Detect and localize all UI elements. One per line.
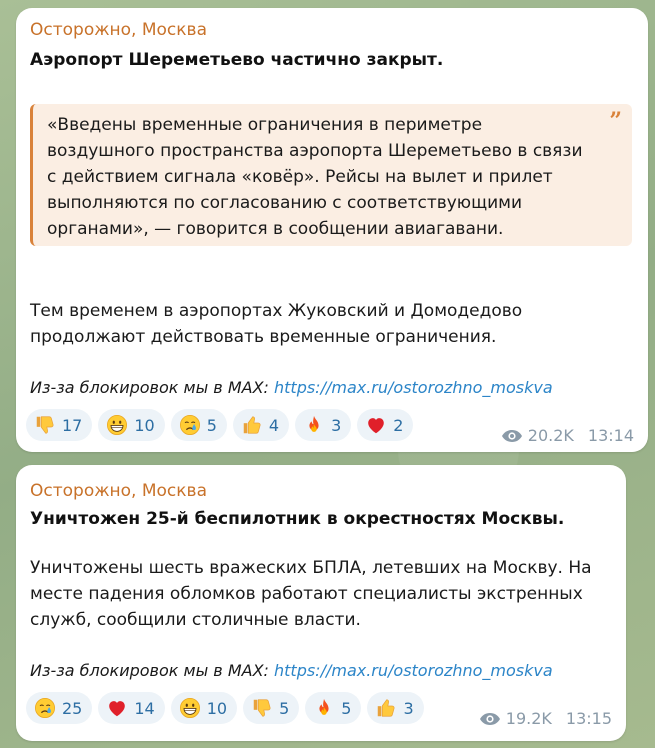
grinning-face-icon bbox=[179, 697, 201, 719]
message-body bbox=[30, 298, 522, 350]
reactions-bar bbox=[26, 409, 413, 441]
message-meta bbox=[479, 709, 612, 728]
thumbs-down-icon bbox=[251, 697, 273, 719]
message-headline: Аэропорт Шереметьево частично закрыт. bbox=[30, 50, 444, 70]
red-heart-icon bbox=[106, 697, 128, 719]
message-meta bbox=[501, 426, 634, 445]
thumbs-up-icon bbox=[375, 697, 397, 719]
eye-icon bbox=[479, 712, 501, 726]
reaction-count: 5 bbox=[341, 698, 352, 718]
fire-icon bbox=[313, 697, 335, 719]
promo-link[interactable]: https://max.ru/ostorozhno_moskva bbox=[274, 378, 553, 397]
promo-link[interactable]: https://max.ru/ostorozhno_moskva bbox=[274, 661, 553, 680]
crying-face-icon bbox=[34, 697, 56, 719]
body-line: служб, сообщили столичные власти. bbox=[30, 610, 361, 630]
thumbs-up-icon bbox=[241, 414, 263, 436]
red-heart-icon bbox=[365, 414, 387, 436]
channel-name[interactable]: Осторожно, Москва bbox=[30, 481, 207, 501]
reaction-count: 25 bbox=[62, 698, 83, 718]
reaction-red-heart[interactable] bbox=[98, 692, 164, 724]
view-count: 20.2K bbox=[527, 426, 574, 445]
reaction-thumbs-up[interactable] bbox=[367, 692, 423, 724]
body-line: Тем временем в аэропортах Жуковский и Домодедово bbox=[30, 301, 523, 321]
body-line: продолжают действовать временные ограничения. bbox=[30, 327, 497, 347]
reaction-count: 5 bbox=[279, 698, 290, 718]
body-line: месте падения обломков работают специалисты экстренных bbox=[30, 584, 583, 604]
reaction-count: 3 bbox=[331, 415, 342, 435]
reaction-fire[interactable] bbox=[295, 409, 351, 441]
message-headline: Уничтожен 25-й беспилотник в окрестностях Москвы. bbox=[30, 509, 565, 529]
crying-face-icon bbox=[179, 414, 201, 436]
reaction-grinning-face[interactable] bbox=[98, 409, 164, 441]
quote-mark-icon: ” bbox=[609, 108, 622, 134]
quote-line: органами», — говорится в сообщении авиагавани. bbox=[47, 219, 504, 239]
reaction-count: 10 bbox=[134, 415, 155, 435]
view-count: 19.2K bbox=[505, 709, 552, 728]
reaction-crying-face[interactable] bbox=[26, 692, 92, 724]
reaction-crying-face[interactable] bbox=[171, 409, 227, 441]
reaction-thumbs-up[interactable] bbox=[233, 409, 289, 441]
quote-block bbox=[30, 104, 632, 246]
reaction-count: 2 bbox=[393, 415, 404, 435]
message-bubble[interactable] bbox=[16, 465, 626, 741]
fire-icon bbox=[303, 414, 325, 436]
message-body bbox=[30, 555, 592, 633]
body-line: Уничтожены шесть вражеских БПЛА, летевших на Москву. На bbox=[30, 558, 592, 578]
quote-line: «Введены временные ограничения в периметре bbox=[47, 115, 483, 135]
reaction-red-heart[interactable] bbox=[357, 409, 413, 441]
channel-name[interactable]: Осторожно, Москва bbox=[30, 20, 207, 40]
reaction-count: 3 bbox=[403, 698, 414, 718]
reactions-bar bbox=[26, 692, 424, 724]
reaction-count: 17 bbox=[62, 415, 83, 435]
promo-text: Из-за блокировок мы в MAX: bbox=[30, 661, 274, 680]
promo-line bbox=[30, 661, 553, 680]
reaction-thumbs-down[interactable] bbox=[26, 409, 92, 441]
eye-icon bbox=[501, 429, 523, 443]
reaction-count: 4 bbox=[268, 415, 280, 435]
quote-line: с действием сигнала «ковёр». Рейсы на вылет и прилет bbox=[47, 167, 553, 187]
grinning-face-icon bbox=[106, 414, 128, 436]
reaction-count: 14 bbox=[134, 698, 155, 718]
reaction-grinning-face[interactable] bbox=[171, 692, 237, 724]
promo-line bbox=[30, 378, 553, 397]
thumbs-down-icon bbox=[34, 414, 56, 436]
reaction-count: 10 bbox=[206, 698, 228, 718]
promo-text: Из-за блокировок мы в MAX: bbox=[30, 378, 274, 397]
quote-line: выполняются по согласованию с соответствующими bbox=[47, 193, 523, 213]
quote-line: воздушного пространства аэропорта Шереметьево в связи bbox=[47, 141, 583, 161]
reaction-count: 5 bbox=[206, 415, 217, 435]
message-time: 13:14 bbox=[587, 426, 634, 445]
message-bubble[interactable] bbox=[16, 8, 648, 452]
message-time: 13:15 bbox=[565, 709, 612, 728]
reaction-fire[interactable] bbox=[305, 692, 361, 724]
reaction-thumbs-down[interactable] bbox=[243, 692, 299, 724]
